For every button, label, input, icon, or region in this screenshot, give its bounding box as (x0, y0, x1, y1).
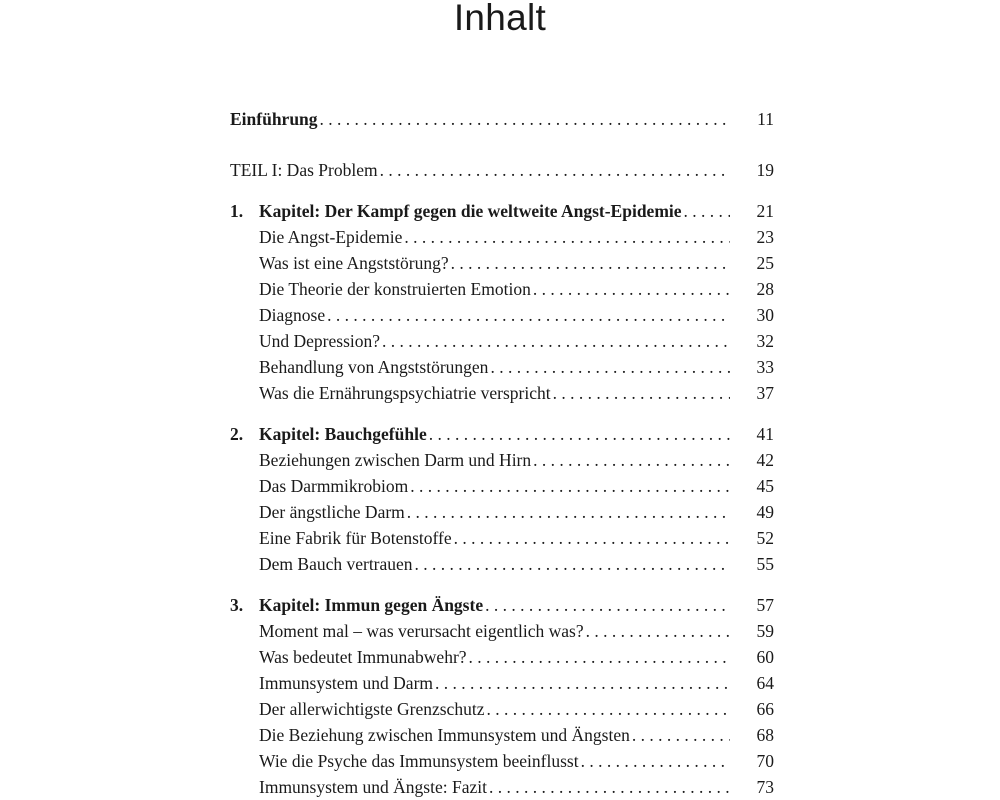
toc-chapter-1[interactable] (230, 199, 774, 223)
toc-entry-label: Beziehungen zwischen Darm und Hirn (259, 450, 532, 470)
toc-section[interactable] (259, 448, 774, 472)
toc-section[interactable] (259, 355, 774, 379)
toc-section[interactable] (259, 251, 774, 275)
toc-section[interactable] (259, 645, 774, 669)
toc-section[interactable] (259, 552, 774, 576)
toc-section[interactable] (259, 749, 774, 773)
toc-page-number: 70 (756, 751, 774, 771)
toc-entry-einfuehrung[interactable] (230, 107, 774, 131)
toc-page-number: 57 (756, 595, 774, 615)
toc-page-number: 32 (756, 331, 774, 351)
toc-entry-label: TEIL I: Das Problem (230, 160, 378, 180)
toc-entry-label: Und Depression? (259, 331, 381, 351)
toc-page-number: 11 (757, 109, 774, 129)
toc-entry-label: Die Angst-Epidemie (259, 227, 403, 247)
dot-leader (404, 225, 730, 249)
chapter-number: 2. (230, 424, 244, 444)
toc-page-number: 49 (756, 502, 774, 522)
toc-page-number: 66 (756, 699, 774, 719)
dot-leader (586, 619, 730, 643)
toc-page-number: 23 (756, 227, 774, 247)
toc-page-number: 73 (756, 777, 774, 797)
toc-section[interactable] (259, 723, 774, 747)
dot-leader (581, 749, 730, 773)
toc-page-number: 28 (756, 279, 774, 299)
toc-page-number: 25 (756, 253, 774, 273)
dot-leader (415, 552, 730, 576)
dot-leader (533, 448, 730, 472)
dot-leader (435, 671, 730, 695)
toc-section[interactable] (259, 619, 774, 643)
toc-entry-label: Moment mal – was verursacht eigentlich was? (259, 621, 584, 641)
dot-leader (489, 775, 730, 799)
chapter-number: 3. (230, 595, 244, 615)
dot-leader (320, 107, 730, 131)
dot-leader (410, 474, 730, 498)
toc-entry-label: Was die Ernährungspsychiatrie verspricht (259, 383, 551, 403)
toc-page-number: 45 (756, 476, 774, 496)
toc-entry-label: Einführung (230, 109, 318, 129)
dot-leader (382, 329, 730, 353)
toc-entry-label: Die Theorie der konstruierten Emotion (259, 279, 531, 299)
toc-page-number: 42 (756, 450, 774, 470)
toc-entry-label: Wie die Psyche das Immunsystem beeinflusst (259, 751, 579, 771)
dot-leader (485, 593, 730, 617)
page-title: Inhalt (453, 0, 547, 38)
dot-leader (469, 645, 730, 669)
toc-entry-label: Kapitel: Der Kampf gegen die weltweite Angst-Epidemie (259, 201, 682, 221)
toc-section[interactable] (259, 474, 774, 498)
toc-page-number: 68 (756, 725, 774, 745)
toc-entry-label: Die Beziehung zwischen Immunsystem und Ängsten (259, 725, 630, 745)
toc-page-number: 30 (756, 305, 774, 325)
toc-entry-label: Diagnose (259, 305, 326, 325)
toc-section[interactable] (259, 329, 774, 353)
dot-leader (454, 526, 730, 550)
toc-page-number: 52 (756, 528, 774, 548)
dot-leader (632, 723, 730, 747)
toc-entry-label: Der allerwichtigste Grenzschutz (259, 699, 485, 719)
toc-entry-label: Kapitel: Bauchgefühle (259, 424, 427, 444)
toc-entry-label: Kapitel: Immun gegen Ängste (259, 595, 484, 615)
toc-section[interactable] (259, 775, 774, 799)
toc-section[interactable] (259, 303, 774, 327)
toc-page-number: 33 (756, 357, 774, 377)
toc-entry-label: Immunsystem und Darm (259, 673, 434, 693)
dot-leader (490, 355, 730, 379)
toc-entry-label: Eine Fabrik für Botenstoffe (259, 528, 452, 548)
toc-section[interactable] (259, 225, 774, 249)
dot-leader (327, 303, 730, 327)
toc-entry-label: Der ängstliche Darm (259, 502, 405, 522)
toc-section[interactable] (259, 277, 774, 301)
toc-section[interactable] (259, 697, 774, 721)
toc-page-number: 60 (756, 647, 774, 667)
dot-leader (553, 381, 730, 405)
dot-leader (451, 251, 730, 275)
toc-entry-label: Was bedeutet Immunabwehr? (259, 647, 467, 667)
toc-page-number: 55 (756, 554, 774, 574)
toc-section[interactable] (259, 671, 774, 695)
toc-entry-label: Dem Bauch vertrauen (259, 554, 413, 574)
dot-leader (533, 277, 730, 301)
toc-page-number: 21 (756, 201, 774, 221)
toc-chapter-2[interactable] (230, 422, 774, 446)
toc-page-number: 37 (756, 383, 774, 403)
toc-section[interactable] (259, 500, 774, 524)
chapter-number: 1. (230, 201, 244, 221)
toc-entry-label: Immunsystem und Ängste: Fazit (259, 777, 487, 797)
toc-entry-label: Was ist eine Angststörung? (259, 253, 449, 273)
dot-leader (486, 697, 730, 721)
toc-page-number: 19 (756, 160, 774, 180)
toc-chapter-3[interactable] (230, 593, 774, 617)
toc-section[interactable] (259, 526, 774, 550)
toc-page-number: 64 (756, 673, 774, 693)
toc-page-number: 59 (756, 621, 774, 641)
dot-leader (407, 500, 730, 524)
dot-leader (380, 158, 730, 182)
toc-page-number: 41 (756, 424, 774, 444)
toc-entry-label: Das Darmmikrobiom (259, 476, 409, 496)
toc-entry-label: Behandlung von Angststörungen (259, 357, 489, 377)
dot-leader (429, 422, 730, 446)
dot-leader (684, 199, 730, 223)
toc-entry-teil-1[interactable] (230, 158, 774, 182)
toc-section[interactable] (259, 381, 774, 405)
